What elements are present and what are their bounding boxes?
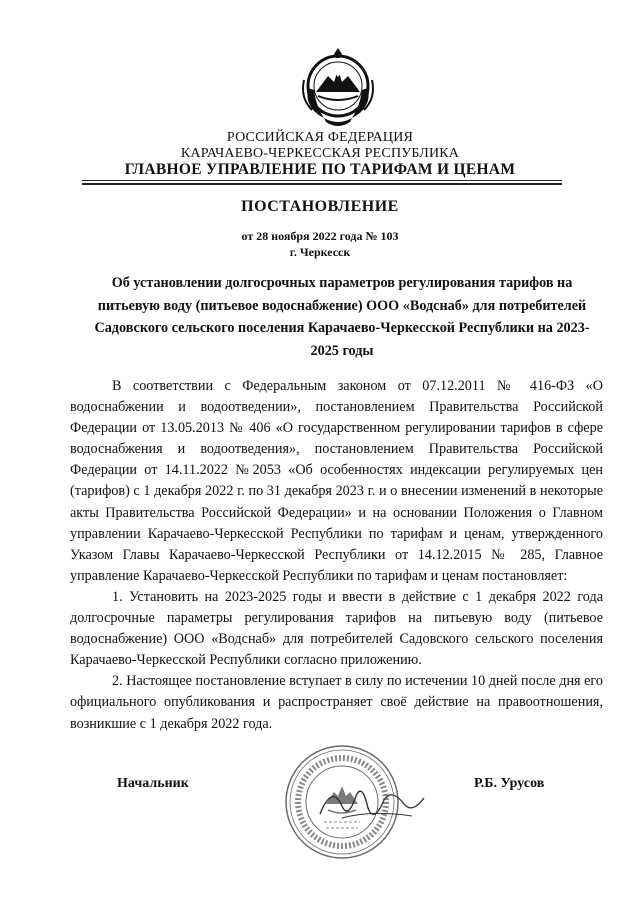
republic-heading: КАРАЧАЕВО-ЧЕРКЕССКАЯ РЕСПУБЛИКА: [180, 146, 460, 161]
country-heading: РОССИЙСКАЯ ФЕДЕРАЦИЯ: [226, 130, 414, 145]
handwritten-signature: [312, 774, 432, 834]
clause-1-paragraph: 1. Установить на 2023-2025 годы и ввести в действие с 1 декабря 2022 года долгосрочные параметры регулирования тарифов на питьевую воду (питьевое водоснабжение) ООО «Водснаб» для потребителей Садовского сельского поселения Карачаево-Черкесской Республики согласно приложению.: [70, 588, 603, 669]
preamble-paragraph: В соответствии с Федеральным законом от 07.12.2011 № 416-ФЗ «О водоснабжении и водоотведении», постановлением Правительства Российской Федерации от 13.05.2013 № 406 «О государственном регулировании тарифов в сфере водоснабжения и водоотведения», постановлением Правительства Российской Федерации от 14.11.2022 №2053 «Об особенностях индексации регулируемых цен (тарифов) с 1 декабря 2022 г. по 31 декабря 2023 г. и о внесении изменений в некоторые акты Правительства Российской Федерации» и на основании Положения о Главном управлении Карачаево-Черкесской Республики по тарифам и ценам, утвержденного Указом Главы Карачаево-Черкесской Республики от 14.12.2015 № 285, Главное управление Карачаево-Черкесской Республики по тарифам и ценам постановляет:: [70, 378, 603, 584]
document-date-number: от 28 ноября 2022 года № 103: [241, 229, 399, 243]
document-city: г. Черкесск: [289, 245, 351, 259]
document-body: [70, 376, 603, 735]
signatory-position: Начальник: [117, 776, 189, 791]
agency-heading: ГЛАВНОЕ УПРАВЛЕНИЕ ПО ТАРИФАМ И ЦЕНАМ: [124, 161, 516, 178]
clause-2-paragraph: 2. Настоящее постановление вступает в силу по истечении 10 дней после дня его официального опубликования и распространяет своё действие на правоотношения, возникшие с 1 декабря 2022 года.: [70, 673, 603, 732]
signatory-name: Р.Б. Урусов: [474, 776, 545, 791]
coat-of-arms-icon: [294, 46, 382, 132]
header-divider: [82, 180, 562, 181]
document-title: Об установлении долгосрочных параметров регулирования тарифов на питьевую воду (питьевое водоснабжение) ООО «Водснаб» для потребителей Садовского сельского поселения Карачаево-Черкесской Республики на 2023-2025 годы: [94, 275, 590, 359]
header-divider-thick: [82, 183, 562, 185]
document-type: ПОСТАНОВЛЕНИЕ: [241, 198, 399, 215]
